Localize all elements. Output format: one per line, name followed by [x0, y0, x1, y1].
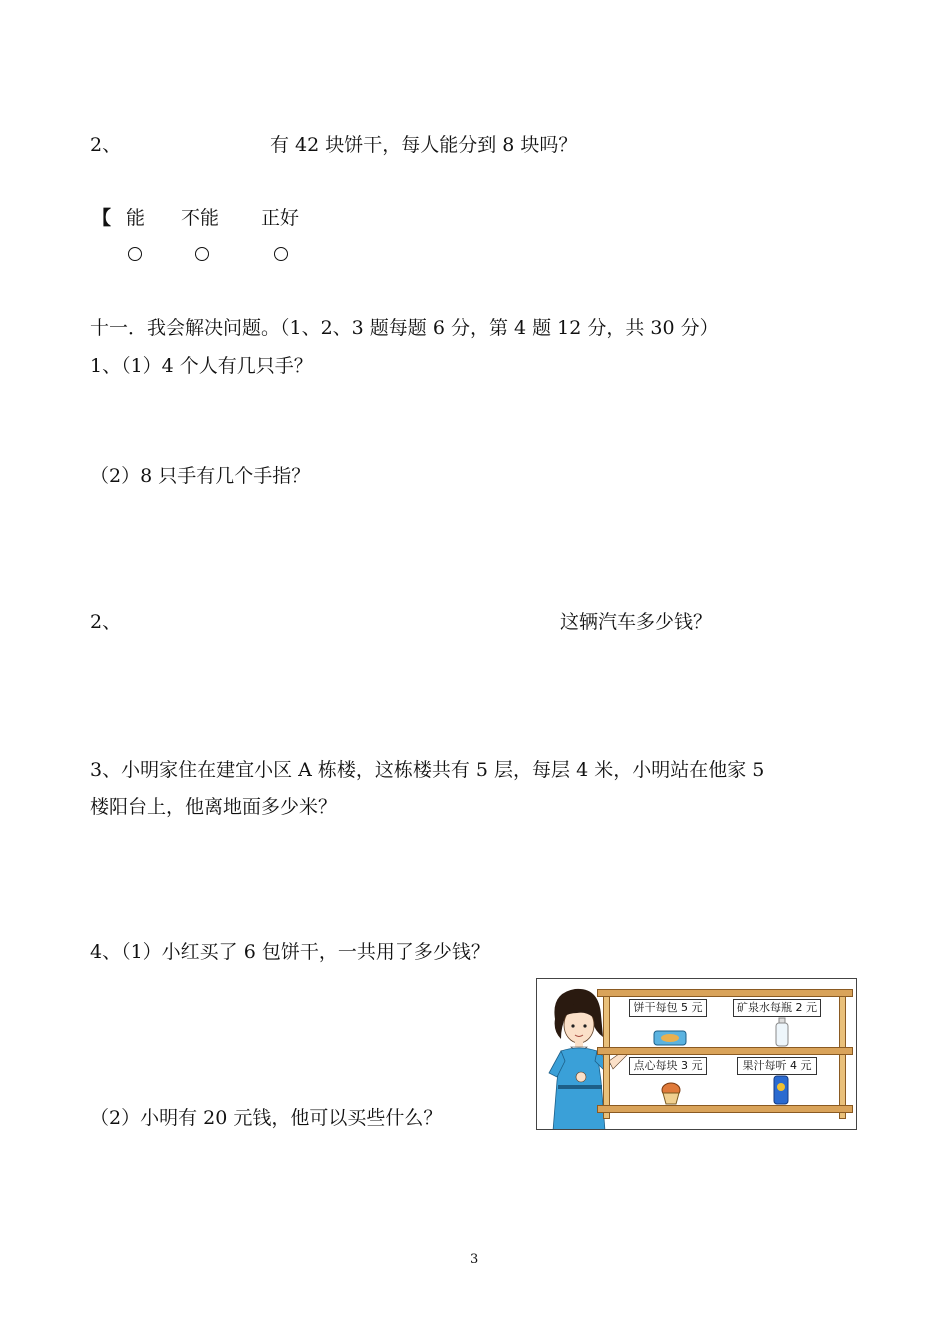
price-card-snack: 点心每块 3 元 — [629, 1057, 707, 1075]
shelf-middle — [597, 1047, 853, 1055]
q2-number: 2、 — [90, 611, 122, 633]
water-bottle-icon — [775, 1017, 789, 1047]
q10-2-text: 有 42 块饼干，每人能分到 8 块吗？ — [270, 134, 578, 156]
options-bracket: 【 — [92, 207, 112, 229]
shop-illustration — [536, 978, 857, 1130]
option-label-can: 能 — [126, 207, 146, 229]
option-circle-exactly[interactable] — [274, 247, 288, 261]
shelf-bottom — [597, 1105, 853, 1113]
shelf-post-left — [603, 991, 610, 1119]
page-number: 3 — [470, 1252, 479, 1267]
q4-part1: 4、（1）小红买了 6 包饼干，一共用了多少钱？ — [90, 941, 490, 963]
q4-part2: （2）小明有 20 元钱，他可以买些什么？ — [90, 1107, 443, 1129]
q1-part1: 1、（1）4 个人有几只手？ — [90, 355, 313, 377]
price-card-juice: 果汁每听 4 元 — [737, 1057, 817, 1075]
option-label-cannot: 不能 — [181, 207, 220, 229]
section-11-title: 十一．我会解决问题。（1、2、3 题每题 6 分，第 4 题 12 分，共 30 分） — [90, 317, 719, 339]
price-card-biscuit: 饼干每包 5 元 — [629, 999, 707, 1017]
q2-text: 这辆汽车多少钱？ — [560, 611, 713, 633]
juice-can-icon — [773, 1075, 789, 1105]
q10-2-number: 2、 — [90, 134, 122, 156]
q3-line1: 3、小明家住在建宜小区 A 栋楼，这栋楼共有 5 层，每层 4 米，小明站在他家 5 — [90, 759, 765, 781]
q3-line2: 楼阳台上，他离地面多少米？ — [90, 796, 338, 818]
option-circle-cannot[interactable] — [195, 247, 209, 261]
cupcake-icon — [659, 1081, 683, 1105]
shelf-post-right — [839, 991, 846, 1119]
price-card-water: 矿泉水每瓶 2 元 — [733, 999, 821, 1017]
biscuit-pack-icon — [653, 1029, 687, 1047]
option-label-exactly: 正好 — [261, 207, 300, 229]
shelf-top — [597, 989, 853, 997]
option-circle-can[interactable] — [128, 247, 142, 261]
q1-part2: （2）8 只手有几个手指？ — [90, 465, 311, 487]
